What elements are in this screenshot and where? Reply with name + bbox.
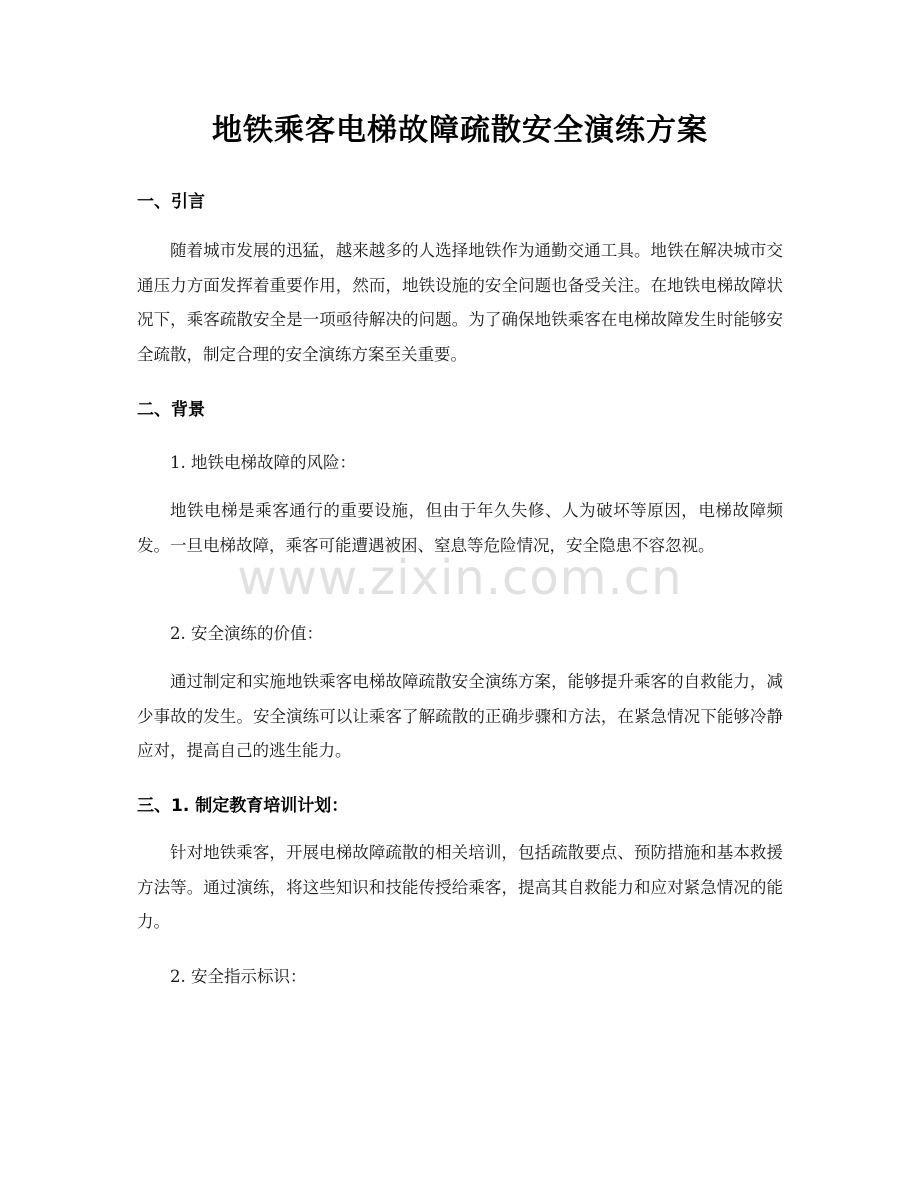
background-item-1-paragraph: 地铁电梯是乘客通行的重要设施，但由于年久失修、人为破坏等原因，电梯故障频发。一旦电梯故障，乘客可能遭遇被困、窒息等危险情况，安全隐患不容忽视。 (137, 501, 783, 555)
background-item-2-paragraph: 通过制定和实施地铁乘客电梯故障疏散安全演练方案，能够提升乘客的自救能力，减少事故的发生。安全演练可以让乘客了解疏散的正确步骤和方法，在紧急情况下能够冷静应对，提高自己的逃生能力。 (137, 672, 783, 760)
section-heading-plan: 三、1. 制定教育培训计划： (137, 796, 349, 816)
section-heading-background: 二、背景 (137, 400, 205, 420)
section-heading-introduction: 一、引言 (137, 192, 205, 212)
watermark: www.zixin.com.cn (237, 550, 683, 606)
plan-paragraph: 针对地铁乘客，开展电梯故障疏散的相关培训，包括疏散要点、预防措施和基本救援方法等。通过演练，将这些知识和技能传授给乘客，提高其自救能力和应对紧急情况的能力。 (137, 843, 783, 931)
background-item-2-label: 2. 安全演练的价值： (170, 624, 323, 643)
background-item-1-label: 1. 地铁电梯故障的风险： (170, 453, 356, 472)
introduction-paragraph: 随着城市发展的迅猛，越来越多的人选择地铁作为通勤交通工具。地铁在解决城市交通压力方面发挥着重要作用，然而，地铁设施的安全问题也备受关注。在地铁电梯故障状况下，乘客疏散安全是一项亟待解决的问题。为了确保地铁乘客在电梯故障发生时能够安全疏散，制定合理的安全演练方案至关重要。 (137, 241, 783, 364)
plan-item-2-label: 2. 安全指示标识： (170, 967, 307, 986)
document-title: 地铁乘客电梯故障疏散安全演练方案 (212, 113, 708, 148)
